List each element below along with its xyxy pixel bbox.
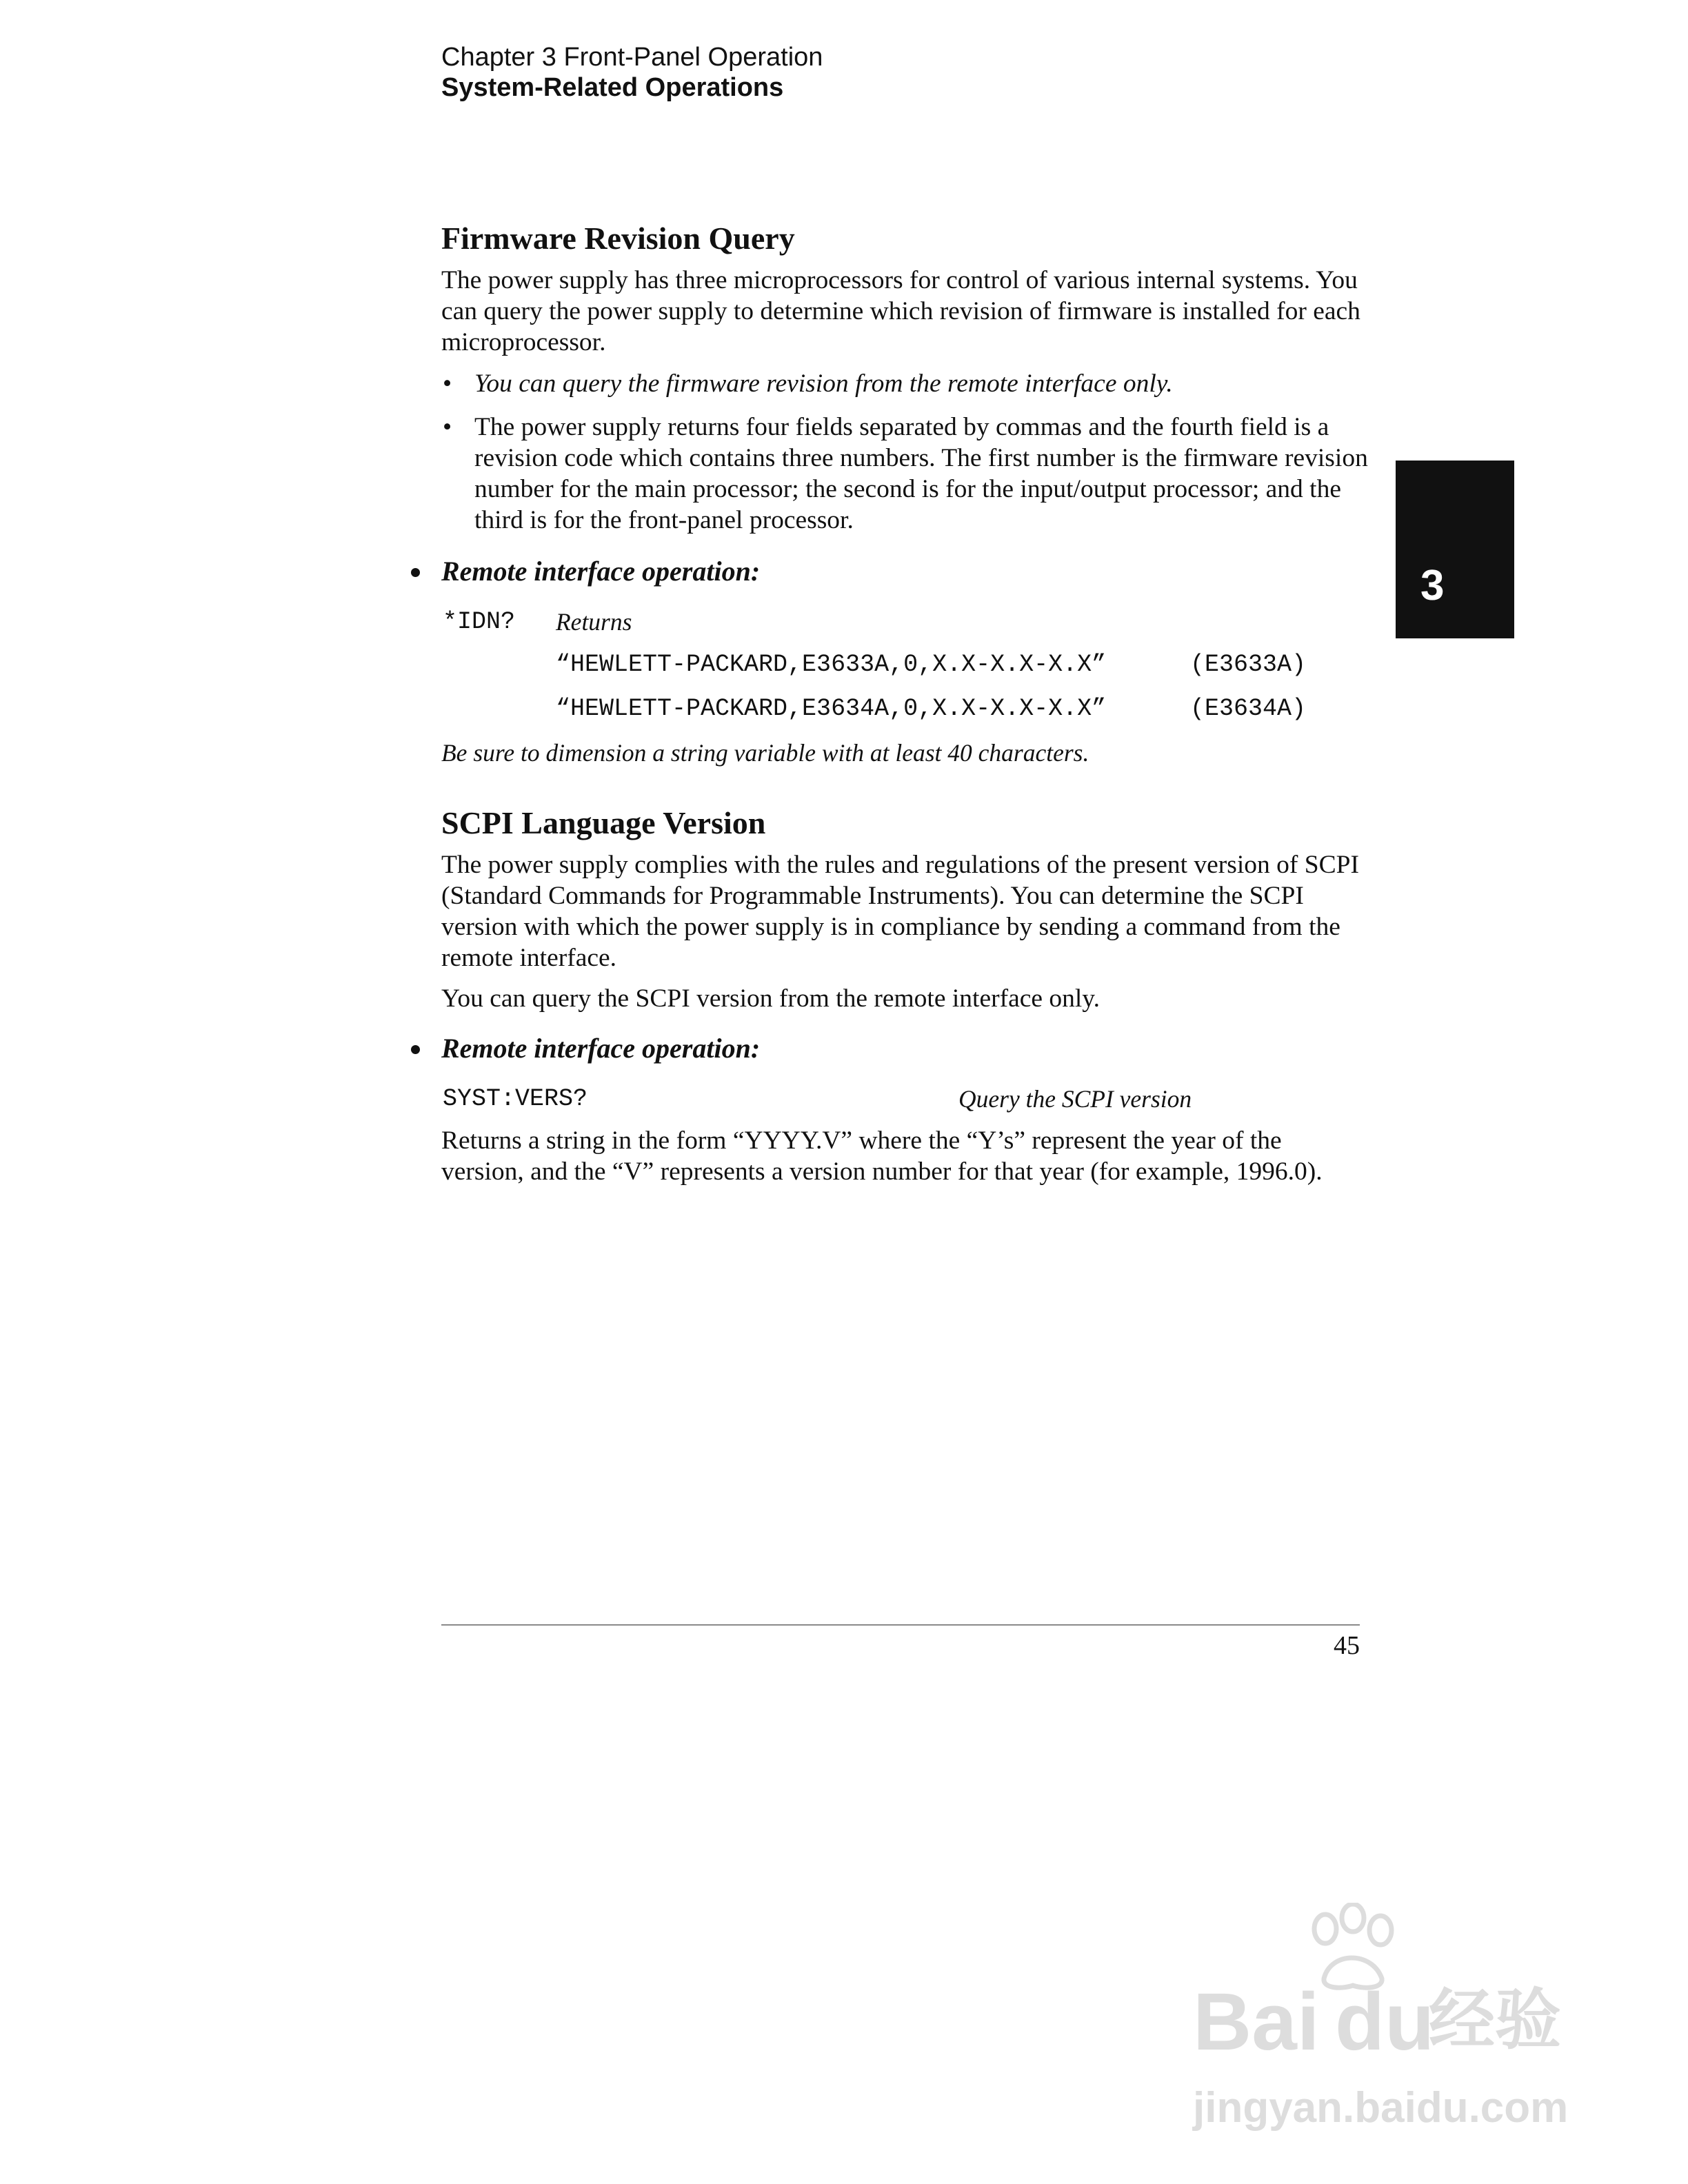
chapter-tab	[1396, 461, 1514, 638]
firmware-remote-op-label: Remote interface operation:	[441, 556, 761, 587]
firmware-heading: Firmware Revision Query	[441, 221, 795, 256]
watermark-brand: Bai	[1193, 1976, 1320, 2067]
bullet-marker: •	[443, 370, 452, 398]
idn-return-model: (E3633A)	[1190, 651, 1307, 678]
scpi-query-note: You can query the SCPI version from the remote interface only.	[441, 984, 1100, 1013]
scpi-remote-op-label: Remote interface operation:	[441, 1033, 761, 1064]
idn-string-note: Be sure to dimension a string variable with at least 40 characters.	[441, 739, 1089, 767]
idn-return-string: “HEWLETT-PACKARD,E3634A,0,X.X-X.X-X.X”	[556, 695, 1107, 722]
remote-op-bullet	[411, 1045, 420, 1054]
running-header-chapter: Chapter 3 Front-Panel Operation	[441, 43, 823, 72]
idn-return-string: “HEWLETT-PACKARD,E3633A,0,X.X-X.X-X.X”	[556, 651, 1107, 678]
idn-returns-label: Returns	[556, 608, 632, 636]
idn-command: *IDN?	[443, 608, 516, 636]
baidu-watermark	[1172, 1903, 1586, 2151]
scpi-intro: The power supply complies with the rules and regulations of the present version of SCPI (Standard Commands for Programmable Instruments). You can determine the SCPI version with which the power supply is in compliance by sending a command from the remote interface.	[441, 851, 1359, 972]
syst-vers-command: SYST:VERS?	[443, 1085, 588, 1113]
bullet-marker: •	[443, 413, 452, 441]
syst-vers-description: Query the SCPI version	[958, 1085, 1192, 1113]
chapter-tab-number: 3	[1420, 562, 1445, 609]
watermark-brand-suffix: du	[1335, 1976, 1435, 2067]
idn-return-model: (E3634A)	[1190, 695, 1307, 722]
firmware-bullet-fields: The power supply returns four fields separated by commas and the fourth field is a revision code which contains three numbers. The first number is the firmware revision number for the main processor; the second is for the input/output processor; and the third is for the front-panel processor.	[474, 413, 1368, 534]
footer-rule	[441, 1624, 1360, 1626]
firmware-intro: The power supply has three microprocessors for control of various internal systems. You can query the power supply to determine which revision of firmware is installed for each microprocessor.	[441, 266, 1360, 356]
scpi-heading: SCPI Language Version	[441, 805, 766, 840]
watermark-brand-cn: 经验	[1429, 1983, 1561, 2057]
page-number: 45	[1334, 1631, 1360, 1660]
watermark-url: jingyan.baidu.com	[1193, 2084, 1569, 2132]
firmware-bullet-remote-only: You can query the firmware revision from the remote interface only.	[474, 370, 1173, 398]
running-header-section: System-Related Operations	[441, 73, 784, 102]
scpi-returns-text: Returns a string in the form “YYYY.V” where the “Y’s” represent the year of the version, and the “V” represents a version number for that year (for example, 1996.0).	[441, 1126, 1323, 1186]
remote-op-bullet	[411, 568, 420, 577]
